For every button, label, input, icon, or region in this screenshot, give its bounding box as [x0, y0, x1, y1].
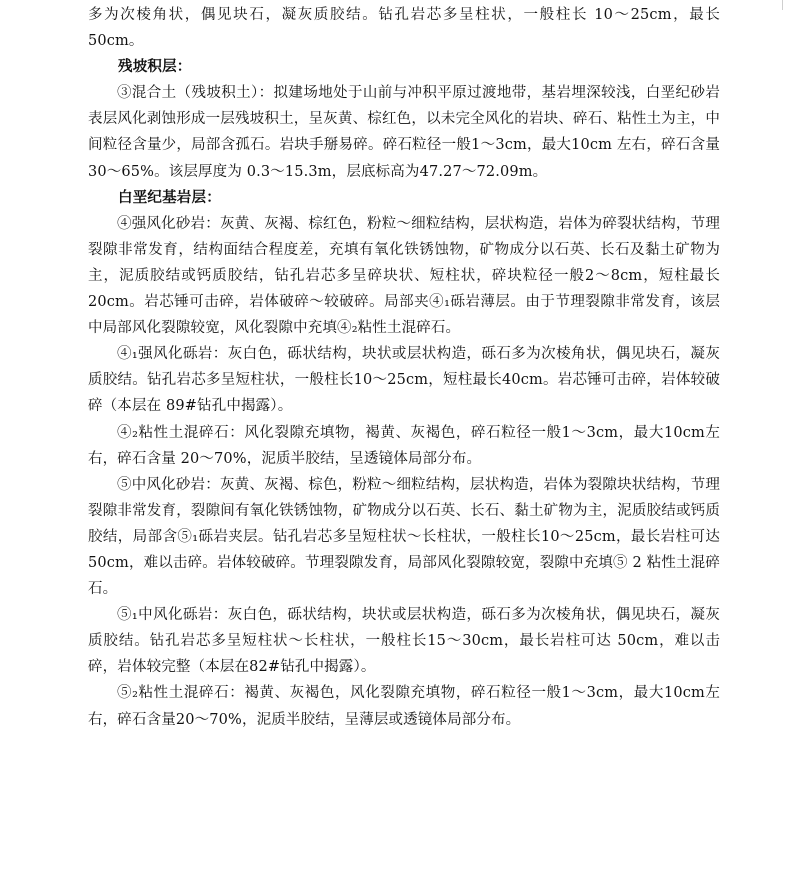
paragraph-mixed-soil: ③混合土（残坡积土）：拟建场地处于山前与冲积平原过渡地带，基岩埋深较浅，白垩纪砂岩表层风化剥蚀形成一层残坡积土，呈灰黄、棕红色，以未完全风化的岩块、碎石、粘性土为主，中间粒径含量少，局部含孤石。岩块手掰易碎。碎石粒径一般1～3cm，最大10cm 左右，碎石含量30～65%。该层厚度为 0.3～15.3m，层底标高为47.27～72.09m。	[88, 85, 720, 180]
paragraph-clay-gravel-4-2: ④₂粘性土混碎石：风化裂隙充填物，褐黄、灰褐色，碎石粒径一般1～3cm，最大10cm左右，碎石含量 20～70%，泥质半胶结，呈透镜体局部分布。	[88, 424, 720, 467]
paragraph-gravel-continuation: 多为次棱角状，偶见块石，凝灰质胶结。钻孔岩芯多呈柱状，一般柱长 10～25cm，最长50cm。	[88, 7, 720, 50]
paragraph-moderately-weathered-conglomerate: ⑤₁中风化砾岩：灰白色，砾状结构，块状或层状构造，砾石多为次棱角状，偶见块石，凝灰质胶结。钻孔岩芯多呈短柱状～长柱状，一般柱长15～30cm，最长岩柱可达 50cm，难以击碎，岩体较完整（本层在82#钻孔中揭露）。	[88, 607, 720, 676]
page-edge-line	[782, 0, 783, 10]
section-heading-cretaceous-bedrock: 白垩纪基岩层：	[118, 188, 221, 206]
paragraph-strongly-weathered-sandstone: ④强风化砂岩：灰黄、灰褐、棕红色，粉粒～细粒结构，层状构造，岩体为碎裂状结构，节理裂隙非常发育，结构面结合程度差，充填有氧化铁锈蚀物，矿物成分以石英、长石及黏土矿物为主，泥质胶结或钙质胶结，钻孔岩芯多呈碎块状、短柱状，碎块粒径一般2～8cm，短柱最长20cm。岩芯锤可击碎，岩体破碎～较破碎。局部夹④₁砾岩薄层。由于节理裂隙非常发育，该层中局部风化裂隙较宽，风化裂隙中充填④₂粘性土混碎石。	[88, 215, 720, 337]
paragraph-moderately-weathered-sandstone: ⑤中风化砂岩：灰黄、灰褐、棕色，粉粒～细粒结构，层状构造，岩体为裂隙块状结构，节理裂隙非常发育，裂隙间有氧化铁锈蚀物，矿物成分以石英、长石、黏土矿物为主，泥质胶结或钙质胶结，局部含⑤₁砾岩夹层。钻孔岩芯多呈短柱状～长柱状，一般柱长10～25cm，最长岩柱可达50cm，难以击碎。岩体较破碎。节理裂隙发育，局部风化裂隙较宽，裂隙中充填⑤ 2 粘性土混碎石。	[88, 476, 720, 598]
section-heading-residual-slope: 残坡积层：	[118, 58, 192, 76]
paragraph-strongly-weathered-conglomerate: ④₁强风化砾岩：灰白色，砾状结构，块状或层状构造，砾石多为次棱角状，偶见块石，凝灰质胶结。钻孔岩芯多呈短柱状，一般柱长10～25cm，短柱最长40cm。岩芯锤可击碎，岩体较破碎（本层在 89#钻孔中揭露）。	[88, 346, 720, 415]
paragraph-clay-gravel-5-2: ⑤₂粘性土混碎石：褐黄、灰褐色，风化裂隙充填物，碎石粒径一般1～3cm，最大10cm左右，碎石含量20～70%，泥质半胶结，呈薄层或透镜体局部分布。	[88, 685, 720, 728]
document-body	[88, 2, 720, 733]
